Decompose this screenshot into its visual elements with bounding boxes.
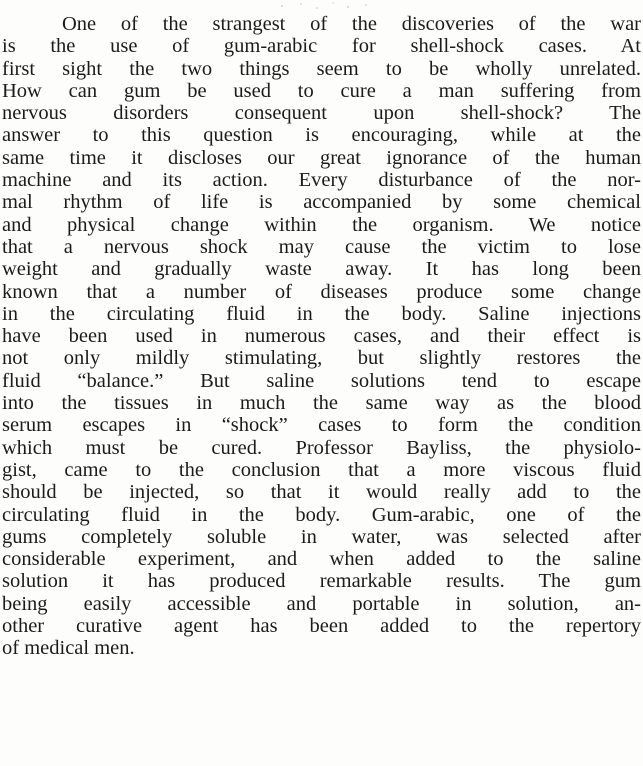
article-line: which must be cured. Professor Bayliss, the physiolo-	[2, 436, 641, 459]
article-line: being easily accessible and portable in solution, an-	[2, 592, 641, 615]
article-line: that a nervous shock may cause the victim to lose	[2, 235, 641, 258]
article-line: and physical change within the organism. We notice	[2, 213, 641, 236]
article-line: How can gum be used to cure a man suffering from	[2, 79, 641, 102]
article-line: is the use of gum-arabic for shell-shock cases. At	[2, 35, 641, 58]
article-line: should be injected, so that it would really add to the	[2, 481, 641, 504]
article-line: known that a number of diseases produce some change	[2, 280, 641, 303]
article-line: circulating fluid in the body. Gum-arabic, one of the	[2, 503, 641, 526]
article-line: other curative agent has been added to the repertory	[2, 615, 641, 638]
article-line: solution it has produced remarkable results. The gum	[2, 570, 641, 593]
article-line: One of the strangest of the discoveries of the war	[62, 13, 641, 35]
article-line: machine and its action. Every disturbance of the nor-	[2, 169, 641, 192]
print-speckle-mark	[270, 0, 380, 12]
article-line: fluid “balance.” But saline solutions tend to escape	[2, 369, 641, 392]
article-line: nervous disorders consequent upon shell-shock? The	[2, 102, 641, 125]
article-line: same time it discloses our great ignorance of the human	[2, 146, 641, 169]
article-line: answer to this question is encouraging, while at the	[2, 124, 641, 147]
article-line: into the tissues in much the same way as the blood	[2, 392, 641, 415]
article-line: mal rhythm of life is accompanied by some chemical	[2, 191, 641, 214]
article-line: gums completely soluble in water, was selected after	[2, 525, 641, 548]
article-line: in the circulating fluid in the body. Saline injections	[2, 302, 641, 325]
article-line: serum escapes in “shock” cases to form the condition	[2, 414, 641, 437]
article-line: not only mildly stimulating, but slightly restores the	[2, 347, 641, 370]
article-line: have been used in numerous cases, and their effect is	[2, 325, 641, 348]
article-line: weight and gradually waste away. It has long been	[2, 258, 641, 281]
article-body	[0, 13, 643, 660]
article-line: first sight the two things seem to be wholly unrelated.	[2, 57, 641, 80]
article-line: considerable experiment, and when added to the saline	[2, 548, 641, 571]
article-line: gist, came to the conclusion that a more viscous fluid	[2, 458, 641, 481]
article-line: of medical men.	[2, 637, 135, 660]
